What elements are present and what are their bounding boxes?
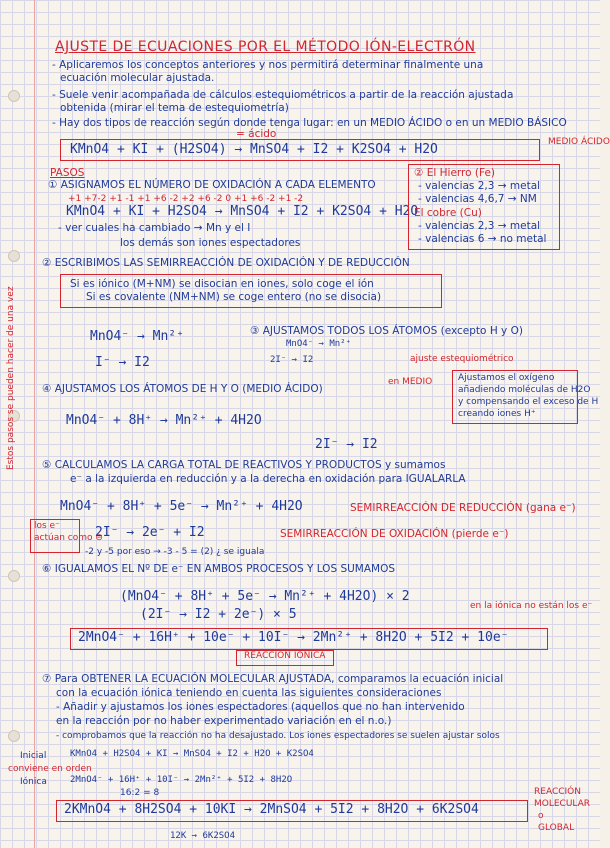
ionica-label: Iónica bbox=[20, 777, 47, 787]
oxigeno-line: creando iones H⁺ bbox=[458, 409, 536, 419]
oxigeno-line: Ajustamos el oxígeno bbox=[458, 373, 555, 383]
intro-line: - Hay dos tipos de reacción según donde tenga lugar: en un MEDIO ÁCIDO o en un MEDIO BÁSICO bbox=[52, 117, 567, 129]
electrons-note: actúan como ⊖ bbox=[34, 533, 103, 543]
step6-eq2: (2I⁻ → I2 + 2e⁻) × 5 bbox=[140, 607, 297, 622]
inicial-label: Inicial bbox=[20, 751, 47, 761]
hierro-line: - valencias 2,3 → metal bbox=[418, 180, 541, 192]
semirreaccion-oxidacion: SEMIRREACCIÓN DE OXIDACIÓN (pierde e⁻) bbox=[280, 528, 509, 540]
step1-note2: los demás son iones espectadores bbox=[120, 237, 301, 249]
ordenar-note: conviene en orden bbox=[8, 764, 92, 774]
step-1: ① ASIGNAMOS EL NÚMERO DE OXIDACIÓN A CADA ELEMENTO bbox=[48, 179, 376, 191]
global-tag: MOLECULAR bbox=[534, 799, 591, 809]
intro-line: = ácido bbox=[236, 128, 277, 140]
step4-eq2: 2I⁻ → I2 bbox=[315, 437, 378, 452]
bottom-partial: 12K → 6K2SO4 bbox=[170, 831, 236, 841]
step-5: ⑤ CALCULAMOS LA CARGA TOTAL DE REACTIVOS Y PRODUCTOS y sumamos bbox=[42, 459, 446, 471]
cobre-line: - valencias 6 → no metal bbox=[418, 233, 547, 245]
equation-step1: KMnO4 + KI + H2SO4 → MnSO4 + I2 + K2SO4 + H2O bbox=[66, 204, 419, 219]
hierro-line: ② El Hierro (Fe) bbox=[414, 167, 496, 179]
reaccion-ionica-tag: REACCIÓN IÓNICA bbox=[244, 651, 326, 661]
cobre-line: El cobre (Cu) bbox=[414, 207, 482, 219]
step3-eq1: MnO4⁻ → Mn²⁺ bbox=[286, 339, 352, 349]
step4-eq1: MnO4⁻ + 8H⁺ → Mn²⁺ + 4H2O bbox=[66, 413, 262, 428]
margin-line bbox=[34, 0, 35, 848]
step-4: ④ AJUSTAMOS LOS ÁTOMOS DE H Y O (MEDIO ÁCIDO) bbox=[42, 383, 323, 395]
step7-line: - Añadir y ajustamos los iones espectadores (aquellos que no han intervenido bbox=[56, 701, 465, 713]
oxigeno-line: añadiendo moléculas de H2O bbox=[458, 385, 591, 395]
step5-line: e⁻ a la izquierda en reducción y a la derecha en oxidación para IGUALARLA bbox=[70, 473, 466, 485]
step7-line: en la reacción por no haber experimentado variación en el n.o.) bbox=[56, 715, 392, 727]
intro-line: - Suele venir acompañada de cálculos estequiométricos a partir de la reacción ajustada bbox=[52, 89, 514, 101]
half-ox1: MnO4⁻ → Mn²⁺ bbox=[90, 329, 184, 344]
step5-eq1: MnO4⁻ + 8H⁺ + 5e⁻ → Mn²⁺ + 4H2O bbox=[60, 499, 303, 514]
ionica-eq: 2MnO4⁻ + 16H⁺ + 10I⁻ → 2Mn²⁺ + 5I2 + 8H2O bbox=[70, 775, 293, 785]
step6-note: en la iónica no están los e⁻ bbox=[470, 601, 593, 611]
cobre-line: - valencias 2,3 → metal bbox=[418, 220, 541, 232]
step1-note: - ver cuales ha cambiado → Mn y el I bbox=[58, 222, 251, 234]
step3-note: ajuste estequiométrico bbox=[410, 354, 514, 364]
coefficients: 16:2 = 8 bbox=[120, 788, 160, 798]
step7-line: - comprobamos que la reacción no ha desajustado. Los iones espectadores se suelen ajustar solos bbox=[56, 731, 500, 741]
step3-eq2: 2I⁻ → I2 bbox=[270, 355, 314, 365]
intro-line: obtenida (mirar el tema de estequiometría) bbox=[60, 102, 289, 114]
medio-acido-tag: MEDIO ÁCIDO bbox=[548, 137, 610, 147]
en-medio: en MEDIO bbox=[388, 377, 433, 387]
step5-eq2: 2I⁻ → 2e⁻ + I2 bbox=[95, 525, 205, 540]
intro-line: ecuación molecular ajustada. bbox=[60, 72, 215, 84]
step7-line: con la ecuación iónica teniendo en cuenta las siguientes consideraciones bbox=[56, 687, 442, 699]
electrons-note: los e⁻ bbox=[34, 521, 60, 531]
global-tag: o bbox=[538, 811, 544, 821]
step-3: ③ AJUSTAMOS TODOS LOS ÁTOMOS (excepto H y O) bbox=[250, 325, 523, 337]
ionic-equation: 2MnO4⁻ + 16H⁺ + 10e⁻ + 10I⁻ → 2Mn²⁺ + 8H2O + 5I2 + 10e⁻ bbox=[78, 630, 509, 645]
hierro-line: - valencias 4,6,7 → NM bbox=[418, 193, 537, 205]
side-note: Estos pasos se pueden hacer de una vez bbox=[6, 286, 16, 470]
step6-eq1: (MnO4⁻ + 8H⁺ + 5e⁻ → Mn²⁺ + 4H2O) × 2 bbox=[120, 589, 410, 604]
oxidation-numbers: +1 +7-2 +1 -1 +1 +6 -2 +2 +6 -2 0 +1 +6 -2 +1 -2 bbox=[68, 194, 304, 204]
inicial-eq: KMnO4 + H2SO4 + KI → MnSO4 + I2 + H2O + K2SO4 bbox=[70, 749, 314, 759]
intro-line: - Aplicaremos los conceptos anteriores y nos permitirá determinar finalmente una bbox=[52, 59, 484, 71]
ionico-line: Si es covalente (NM+NM) se coge entero (no se disocia) bbox=[86, 291, 382, 303]
pasos-label: PASOS bbox=[50, 167, 85, 179]
step5-note: -2 y -5 por eso → -3 - 5 = (2) ¿ se iguala bbox=[85, 547, 265, 557]
step-7: ⑦ Para OBTENER LA ECUACIÓN MOLECULAR AJUSTADA, comparamos la ecuación inicial bbox=[42, 673, 504, 685]
half-red1: I⁻ → I2 bbox=[95, 355, 150, 370]
global-tag: GLOBAL bbox=[538, 823, 575, 833]
global-tag: REACCIÓN bbox=[534, 787, 581, 797]
oxigeno-line: y compensando el exceso de H bbox=[458, 397, 599, 407]
step-6: ⑥ IGUALAMOS EL Nº DE e⁻ EN AMBOS PROCESOS Y LOS SUMAMOS bbox=[42, 563, 396, 575]
page-title: AJUSTE DE ECUACIONES POR EL MÉTODO IÓN-ELECTRÓN bbox=[55, 39, 476, 55]
global-equation: 2KMnO4 + 8H2SO4 + 10KI → 2MnSO4 + 5I2 + 8H2O + 6K2SO4 bbox=[64, 802, 479, 817]
step-2: ② ESCRIBIMOS LAS SEMIRREACCIÓN DE OXIDACIÓN Y DE REDUCCIÓN bbox=[42, 257, 410, 269]
ionico-line: Si es iónico (M+NM) se disocian en iones, solo coge el ión bbox=[70, 278, 374, 290]
main-equation: KMnO4 + KI + (H2SO4) → MnSO4 + I2 + K2SO4 + H2O bbox=[70, 142, 438, 157]
semirreaccion-reduccion: SEMIRREACCIÓN DE REDUCCIÓN (gana e⁻) bbox=[350, 502, 576, 514]
